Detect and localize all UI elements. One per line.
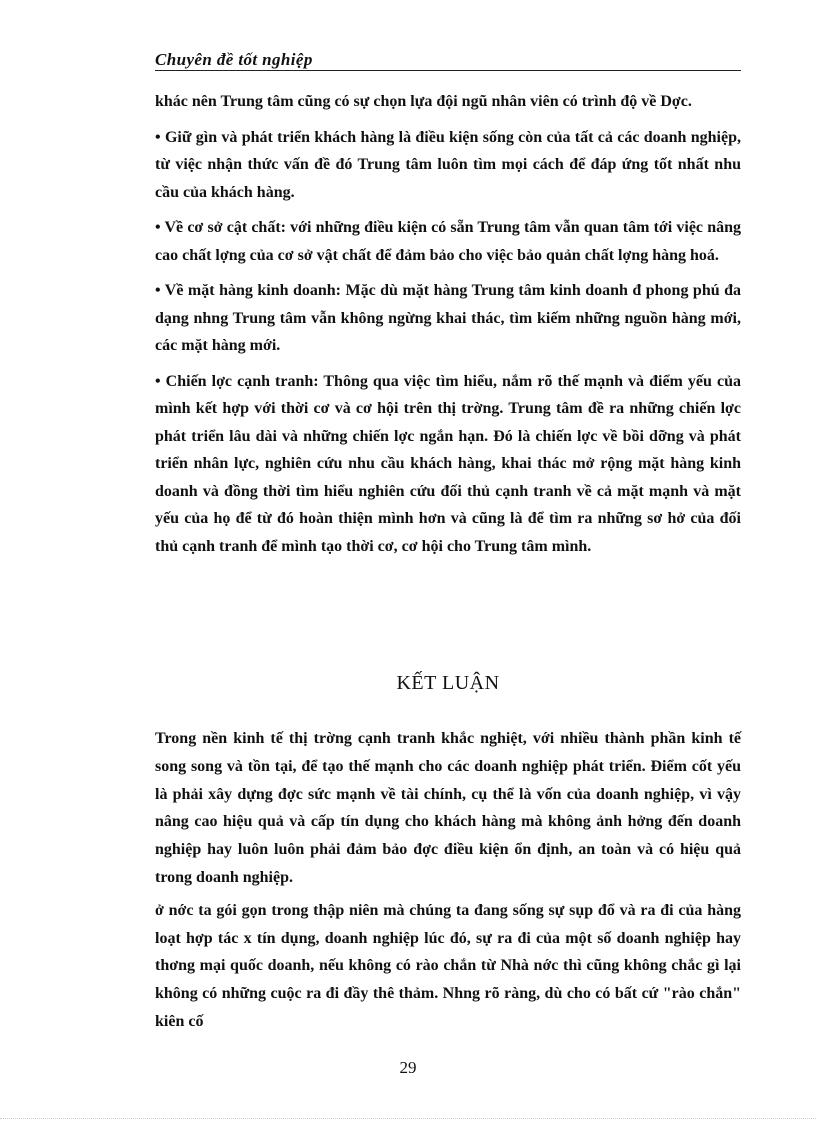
conclusion-heading: KẾT LUẬN [396, 672, 500, 694]
page-header [155, 48, 741, 71]
conclusion-body [155, 725, 741, 1041]
page-number: 29 [399, 1058, 417, 1077]
header-title: Chuyên đề tốt nghiệp [155, 50, 313, 69]
bullet-paragraph: • Giữ gìn và phát triển khách hàng là điều kiện sống còn của tất cả các doanh nghiệp, từ việc nhận thức vấn đề đó Trung tâm luôn tìm mọi cách để đáp ứng tốt nhất nhu cầu của khách hàng. [155, 124, 741, 207]
page-bottom-divider [0, 1118, 816, 1119]
paragraph: khác nên Trung tâm cũng có sự chọn lựa đội ngũ nhân viên có trình độ về Dợc. [155, 93, 692, 110]
conclusion-paragraph: Trong nền kinh tế thị trờng cạnh tranh khắc nghiệt, với nhiều thành phần kinh tế song song và tồn tại, để tạo thế mạnh cho các doanh nghiệp phát triển. Điểm cốt yếu là phải xây dựng đợc sức mạnh về tài chính, cụ thể là vốn của doanh nghiệp, vì vậy nâng cao hiệu quả và cấp tín dụng cho khách hàng mà không ảnh hởng đến doanh nghiệp hay luôn luôn phải đảm bảo đợc điều kiện ổn định, an toàn và có hiệu quả trong doanh nghiệp. [155, 730, 741, 886]
main-body [155, 88, 741, 568]
bullet-paragraph: • Về cơ sở cật chất: với những điều kiện có sẵn Trung tâm vẫn quan tâm tới việc nâng cao chất lợng của cơ sở vật chất để đảm bảo cho việc bảo quản chất lợng hàng hoá. [155, 214, 741, 269]
conclusion-paragraph: ở nớc ta gói gọn trong thập niên mà chúng ta đang sống sự sụp đổ và ra đi của hàng loạt hợp tác x tín dụng, doanh nghiệp lúc đó, sự ra đi của một số doanh nghiệp hay thơng mại quốc doanh, nếu không có rào chắn từ Nhà nớc thì cũng không chắc gì lại không có những cuộc ra đi đầy thê thảm. Nhng rõ ràng, dù cho có bất cứ "rào chắn" kiên cố [155, 901, 741, 1030]
bullet-paragraph: • Chiến lợc cạnh tranh: Thông qua việc tìm hiểu, nắm rõ thế mạnh và điểm yếu của mình kết hợp với thời cơ và cơ hội trên thị trờng. Trung tâm đề ra những chiến lợc phát triển lâu dài và những chiến lợc ngắn hạn. Đó là chiến lợc về bồi dỡng và phát triển nhân lực, nghiên cứu nhu cầu khách hàng, khai thác mở rộng mặt hàng kinh doanh và đồng thời tìm hiểu nghiên cứu đối thủ cạnh tranh về cả mặt mạnh và mặt yếu của họ để từ đó hoàn thiện mình hơn và cũng là để tìm ra những sơ hở của đối thủ cạnh tranh để mình tạo thời cơ, cơ hội cho Trung tâm mình. [155, 368, 741, 561]
bullet-paragraph: • Về mặt hàng kinh doanh: Mặc dù mặt hàng Trung tâm kinh doanh đ phong phú đa dạng nhng Trung tâm vẫn không ngừng khai thác, tìm kiếm những nguồn hàng mới, các mặt hàng mới. [155, 277, 741, 360]
